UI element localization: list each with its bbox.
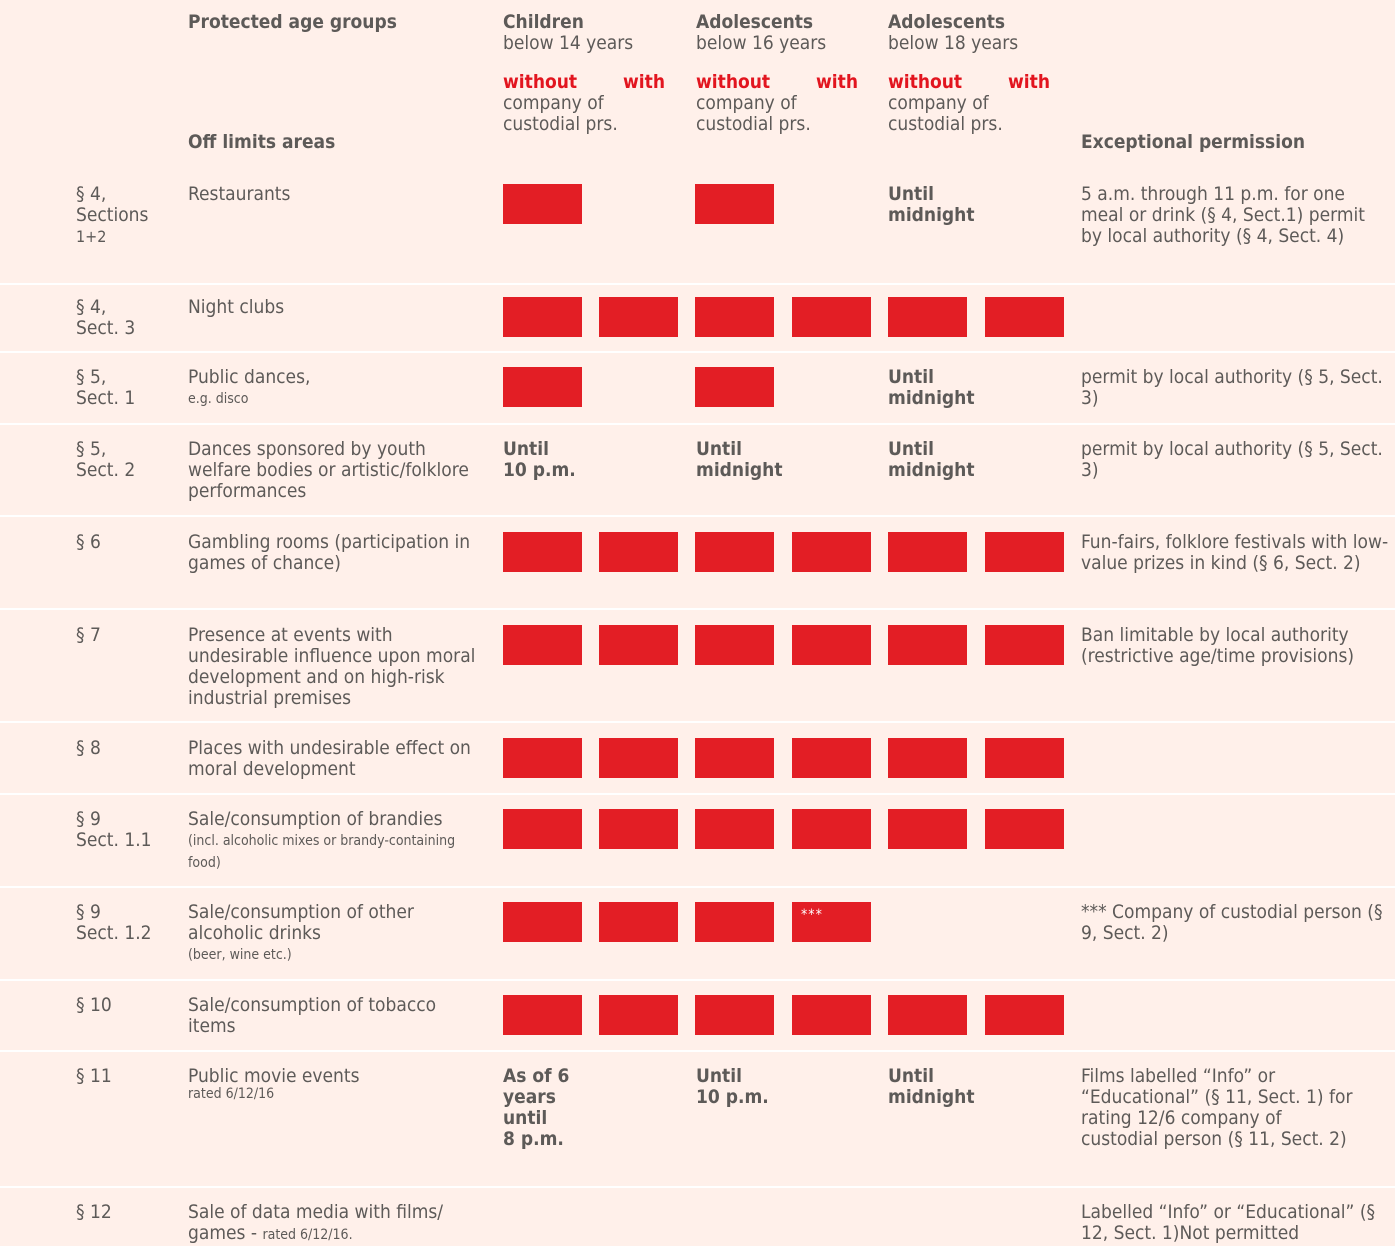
prohibited-block — [695, 532, 774, 572]
row-divider — [0, 1050, 1395, 1052]
section-ref: § 8 — [76, 737, 101, 759]
prohibited-block — [599, 297, 678, 337]
area-label: Gambling rooms (participation in games of chance) — [188, 531, 471, 574]
prohibited-block — [985, 532, 1064, 572]
area-label: Public movie events rated 6/12/16 — [188, 1066, 488, 1101]
time-limit-text: Until midnight — [888, 366, 975, 409]
area-note: rated 6/12/16 — [188, 1086, 275, 1102]
area-label: Sale/consumption of other alcoholic drinks (beer, wine etc.) — [188, 902, 488, 966]
exception-text: Ban limitable by local authority (restrictive age/time provisions) — [1081, 624, 1355, 667]
company-line: custodial prs. — [503, 113, 618, 135]
off-limits-areas-label: Off limits areas — [188, 131, 336, 153]
prohibited-block — [503, 738, 582, 778]
prohibited-block — [985, 995, 1064, 1035]
exception-text: *** Company of custodial person (§ 9, Sect. 2) — [1081, 901, 1383, 944]
row-divider — [0, 283, 1395, 285]
without-label: without — [696, 71, 771, 93]
section-ref: § 9 Sect. 1.1 — [76, 808, 152, 851]
area-note: e.g. disco — [188, 391, 249, 407]
time-limit-text: Until midnight — [696, 438, 783, 481]
age-group-title: Children — [503, 11, 584, 33]
prohibited-block — [503, 995, 582, 1035]
section-ref: § 6 — [76, 531, 101, 553]
prohibited-block — [599, 809, 678, 849]
area-label: Presence at events with undesirable influence upon moral development and on high-risk industrial premises — [188, 624, 476, 709]
age-group-adolescents-18 — [888, 12, 1018, 54]
prohibited-block — [792, 809, 871, 849]
area-label: Restaurants — [188, 183, 291, 205]
company-line: custodial prs. — [696, 113, 811, 135]
prohibited-block — [695, 809, 774, 849]
section-ref: § 11 — [76, 1065, 112, 1087]
area-label: Sale/consumption of brandies (incl. alcoholic mixes or brandy-containing food) — [188, 809, 468, 874]
prohibited-block — [888, 532, 967, 572]
area-note: (beer, wine etc.) — [188, 947, 292, 963]
prohibited-block — [888, 297, 967, 337]
company-header-18 — [888, 72, 1050, 135]
exception-text: Films labelled “Info” or “Educational” (§ 11, Sect. 1) for rating 12/6 company of custodial person (§ 11, Sect. 2) — [1081, 1065, 1353, 1150]
company-header-children — [503, 72, 665, 135]
prohibited-block-starred: *** — [792, 902, 871, 942]
row-divider — [0, 351, 1395, 353]
area-note: (incl. alcoholic mixes or brandy-containing food) — [188, 833, 456, 871]
without-label: without — [503, 71, 578, 93]
prohibited-block — [985, 738, 1064, 778]
section-ref: § 4, Sections 1+2 — [76, 183, 149, 246]
row-divider — [0, 515, 1395, 517]
area-label: Sale of data media with films/ games - rated 6/12/16. — [188, 1201, 444, 1244]
prohibited-block — [792, 995, 871, 1035]
prohibited-block — [695, 995, 774, 1035]
row-divider — [0, 886, 1395, 888]
time-limit-text: Until midnight — [888, 183, 975, 226]
prohibited-block — [503, 367, 582, 407]
prohibited-block — [985, 809, 1064, 849]
age-group-title: Adolescents — [888, 11, 1006, 33]
prohibited-block — [695, 738, 774, 778]
prohibited-block — [888, 809, 967, 849]
company-line: company of — [696, 92, 797, 114]
prohibited-block — [503, 902, 582, 942]
exception-text: permit by local authority (§ 5, Sect. 3) — [1081, 438, 1383, 481]
exception-text: Fun-fairs, folklore festivals with low-value prizes in kind (§ 6, Sect. 2) — [1081, 531, 1389, 574]
time-limit-text: Until 10 p.m. — [696, 1065, 769, 1108]
prohibited-block — [695, 297, 774, 337]
prohibited-block — [792, 738, 871, 778]
section-ref: § 10 — [76, 994, 112, 1016]
exceptional-permission-label: Exceptional permission — [1081, 131, 1306, 153]
prohibited-block — [599, 902, 678, 942]
prohibited-block — [503, 297, 582, 337]
company-line: company of — [888, 92, 989, 114]
prohibited-block — [503, 809, 582, 849]
age-group-children — [503, 12, 633, 54]
prohibited-block — [599, 995, 678, 1035]
prohibited-block — [792, 297, 871, 337]
area-label: Public dances, e.g. disco — [188, 367, 488, 410]
section-ref: § 9 Sect. 1.2 — [76, 901, 152, 944]
prohibited-block — [985, 625, 1064, 665]
section-ref: § 7 — [76, 624, 101, 646]
section-ref: § 5, Sect. 2 — [76, 438, 136, 481]
time-limit-text: Until midnight — [888, 438, 975, 481]
age-group-subtitle: below 18 years — [888, 32, 1019, 54]
time-limit-text: Until midnight — [888, 1065, 975, 1108]
company-line: company of — [503, 92, 604, 114]
time-limit-text: Until 10 p.m. — [503, 438, 576, 481]
area-label: Places with undesirable effect on moral development — [188, 737, 471, 780]
prohibited-block — [695, 625, 774, 665]
prohibited-block — [599, 532, 678, 572]
prohibited-block — [695, 184, 774, 224]
section-ref: § 12 — [76, 1201, 112, 1223]
prohibited-block — [503, 184, 582, 224]
company-line: custodial prs. — [888, 113, 1003, 135]
prohibited-block — [599, 738, 678, 778]
company-header-16 — [696, 72, 858, 135]
row-divider — [0, 721, 1395, 723]
prohibited-block — [985, 297, 1064, 337]
prohibited-block — [503, 625, 582, 665]
prohibited-block — [503, 532, 582, 572]
prohibited-block — [695, 367, 774, 407]
exception-text: permit by local authority (§ 5, Sect. 3) — [1081, 366, 1383, 409]
exception-text: 5 a.m. through 11 p.m. for one meal or drink (§ 4, Sect.1) permit by local authority (§ 4, Sect. 4) — [1081, 183, 1365, 247]
prohibited-block — [599, 625, 678, 665]
prohibited-block — [888, 738, 967, 778]
with-label: with — [623, 71, 665, 93]
prohibited-block — [695, 902, 774, 942]
age-group-adolescents-16 — [696, 12, 826, 54]
row-divider — [0, 423, 1395, 425]
with-label: with — [1008, 71, 1050, 93]
exception-text: Labelled “Info” or “Educational” (§ 12, Sect. 1)Not permitted — [1081, 1201, 1376, 1244]
area-label: Sale/consumption of tobacco items — [188, 994, 437, 1037]
prohibited-block — [888, 995, 967, 1035]
row-divider — [0, 793, 1395, 795]
area-note: rated 6/12/16. — [262, 1227, 353, 1243]
with-label: with — [816, 71, 858, 93]
section-ref: § 4, Sect. 3 — [76, 296, 136, 339]
without-label: without — [888, 71, 963, 93]
age-group-subtitle: below 14 years — [503, 32, 634, 54]
area-label: Dances sponsored by youth welfare bodies or artistic/folklore performances — [188, 438, 469, 502]
time-limit-text: As of 6 years until 8 p.m. — [503, 1065, 570, 1150]
row-divider — [0, 1186, 1395, 1188]
area-label: Night clubs — [188, 296, 285, 318]
age-group-title: Adolescents — [696, 11, 814, 33]
protected-age-groups-label: Protected age groups — [188, 11, 397, 33]
prohibited-block — [792, 532, 871, 572]
prohibited-block — [792, 625, 871, 665]
section-ref: § 5, Sect. 1 — [76, 366, 136, 409]
row-divider — [0, 608, 1395, 610]
prohibited-block — [888, 625, 967, 665]
row-divider — [0, 979, 1395, 981]
age-group-subtitle: below 16 years — [696, 32, 827, 54]
